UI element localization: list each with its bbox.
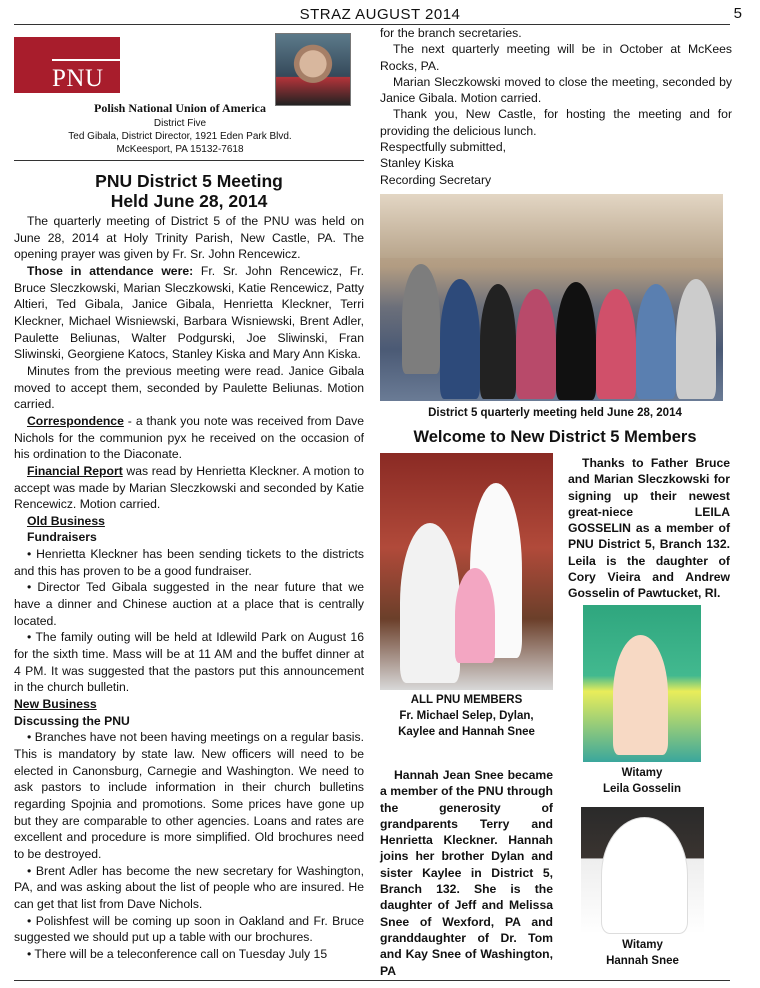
continued-line-4: Thank you, New Castle, for hosting the meeting and for providing the delicious lunch. [380, 107, 732, 138]
continued-line-1: for the branch secretaries. [380, 26, 522, 40]
fundraisers-heading: Fundraisers [27, 530, 97, 545]
new-business-item-1: • Branches have not been having meetings on a regular basis. This is mandatory by state law. New officers will need to be elected in Canonsburg, Carnegie and Washington. We need to ask pastors to include information in their church bulletins regarding Spojnia and promotions. Some prices have gone up but they are comparable to other agencies. Loans and rates are excellent and procedure is more simplified. Old brochures need to be destroyed. [14, 730, 364, 861]
director-line: Ted Gibala, District Director, 1921 Eden Park Blvd. [68, 131, 292, 142]
page-number: 5 [733, 5, 742, 22]
correspondence-label: Correspondence [27, 413, 124, 428]
district-meeting-group-photo [380, 194, 723, 401]
article-body [14, 213, 364, 963]
group-photo-caption: District 5 quarterly meeting held June 28, 2014 [428, 407, 682, 419]
signoff-line: Respectfully submitted, [380, 140, 506, 155]
hannah-caption-2: Hannah Snee [606, 955, 679, 967]
financial-paragraph [14, 463, 364, 513]
footer-divider [14, 980, 730, 981]
minutes-paragraph: Minutes from the previous meeting were read. Janice Gibala moved to accept them, seconded by Paulette Beliunas. Motion carried. [14, 363, 364, 412]
article-continuation [380, 25, 732, 188]
old-business-item-1: • Henrietta Kleckner has been sending tickets to the districts and this has proven to be a good fundraiser. [14, 547, 364, 578]
director-portrait-photo [275, 33, 351, 106]
old-business-item-2: • Director Ted Gibala suggested in the near future that we have a dinner and Chinese auction at a place that is centrally located. [14, 580, 364, 628]
leila-caption-2: Leila Gosselin [603, 783, 681, 795]
financial-text: was read by Henrietta Kleckner. A motion to accept was made by Marian Sleczkowski and seconded by Katie Rencewicz. Motion carried. [14, 463, 364, 512]
family-photo-caption-2: Fr. Michael Selep, Dylan, [399, 710, 534, 722]
new-business-heading: New Business [14, 697, 97, 712]
correspondence-text: - a thank you note was received from Dave Nichols for the communion pyx he received on the occasion of his ordination to the Diaconate. [14, 413, 364, 462]
new-business-item-4: • There will be a teleconference call on Tuesday July 15 [27, 946, 328, 961]
continued-line-2: The next quarterly meeting will be in October at McKees Rocks, PA. [380, 42, 732, 73]
leila-paragraph: Thanks to Father Bruce and Marian Sleczkowski for signing up their newest great-niece LEILA GOSSELIN as a member of PNU District 5, Branch 132. Leila is the daughter of Cory Vieira and Andrew Gosselin of Pawtucket, RI. [568, 456, 730, 601]
signer-name: Stanley Kiska [380, 156, 454, 171]
discussing-heading: Discussing the PNU [14, 713, 130, 728]
newsletter-title: STRAZ AUGUST 2014 [299, 6, 461, 23]
article-title-line2: Held June 28, 2014 [110, 191, 268, 211]
attendance-text: Fr. Sr. John Rencewicz, Fr. Bruce Sleczkowski, Marian Sleczkowski, Katie Rencewicz, Patty Altieri, Ted Gibala, Janice Gibala, Henrietta Kleckner, Terri Kleckner, Michael Wisniewski, Barbara Wisniewski, Brent Adler, Paulette Beliunas, Walter Podgurski, Joe Sliwinski, Fran Sliwinski, Georgiene Katocs, Stanley Kiska and Mary Ann Kiska. [14, 263, 364, 362]
article-title-line1: PNU District 5 Meeting [95, 171, 283, 191]
hannah-caption-1: Witamy [622, 939, 663, 951]
continued-line-3: Marian Sleczkowski moved to close the meeting, seconded by Janice Gibala. Motion carried. [380, 74, 732, 106]
new-business-item-2: • Brent Adler has become the new secretary for Washington, PA, and was asking about the list of people who are insured. He can get that list from Dave Nichols. [14, 863, 364, 911]
family-photo-caption-3: Kaylee and Hannah Snee [398, 726, 535, 738]
family-photo-caption-1: ALL PNU MEMBERS [410, 694, 523, 706]
attendance-label: Those in attendance were: [27, 263, 194, 278]
correspondence-paragraph [14, 413, 364, 463]
district-label: District Five [153, 118, 207, 129]
leila-gosselin-photo [583, 605, 701, 762]
pnu-logo [14, 37, 120, 93]
logo-text: PNU [52, 65, 104, 92]
financial-label: Financial Report [27, 463, 123, 478]
hannah-paragraph: Hannah Jean Snee became a member of the PNU through the generosity of grandparents Terry and Henrietta Kleckner. Hannah joins her brother Dylan and sister Kaylee in District 5, Branch 132. She is the daughter of Jeff and Melissa Snee of Wexford, PA and granddaughter of Dr. Tom and Kay Snee of Washington, PA [380, 768, 553, 978]
org-name: Polish National Union of America [93, 101, 266, 115]
hannah-snee-photo [581, 807, 704, 934]
welcome-section-title: Welcome to New District 5 Members [413, 428, 697, 446]
signer-title: Recording Secretary [380, 172, 492, 187]
masthead-divider [14, 160, 364, 161]
leila-caption-1: Witamy [621, 767, 663, 779]
attendance-paragraph [14, 263, 364, 363]
director-address: McKeesport, PA 15132-7618 [116, 144, 244, 155]
new-business-item-3: • Polishfest will be coming up soon in Oakland and Fr. Bruce suggested we should put up a table with our brochures. [14, 913, 364, 945]
old-business-item-3: • The family outing will be held at Idlewild Park on August 16 for the sixth time. Mass will be at 11 AM and the buffet dinner at 4 PM. It was suggested that the pastors put this announcement in the church bulletin. [14, 630, 364, 695]
snee-family-photo [380, 453, 553, 690]
opening-paragraph: The quarterly meeting of District 5 of the PNU was held on June 28, 2014 at Holy Trinity Parish, New Castle, PA. The opening prayer was given by Fr. Sr. John Rencewicz. [14, 214, 364, 262]
old-business-heading: Old Business [27, 513, 105, 528]
